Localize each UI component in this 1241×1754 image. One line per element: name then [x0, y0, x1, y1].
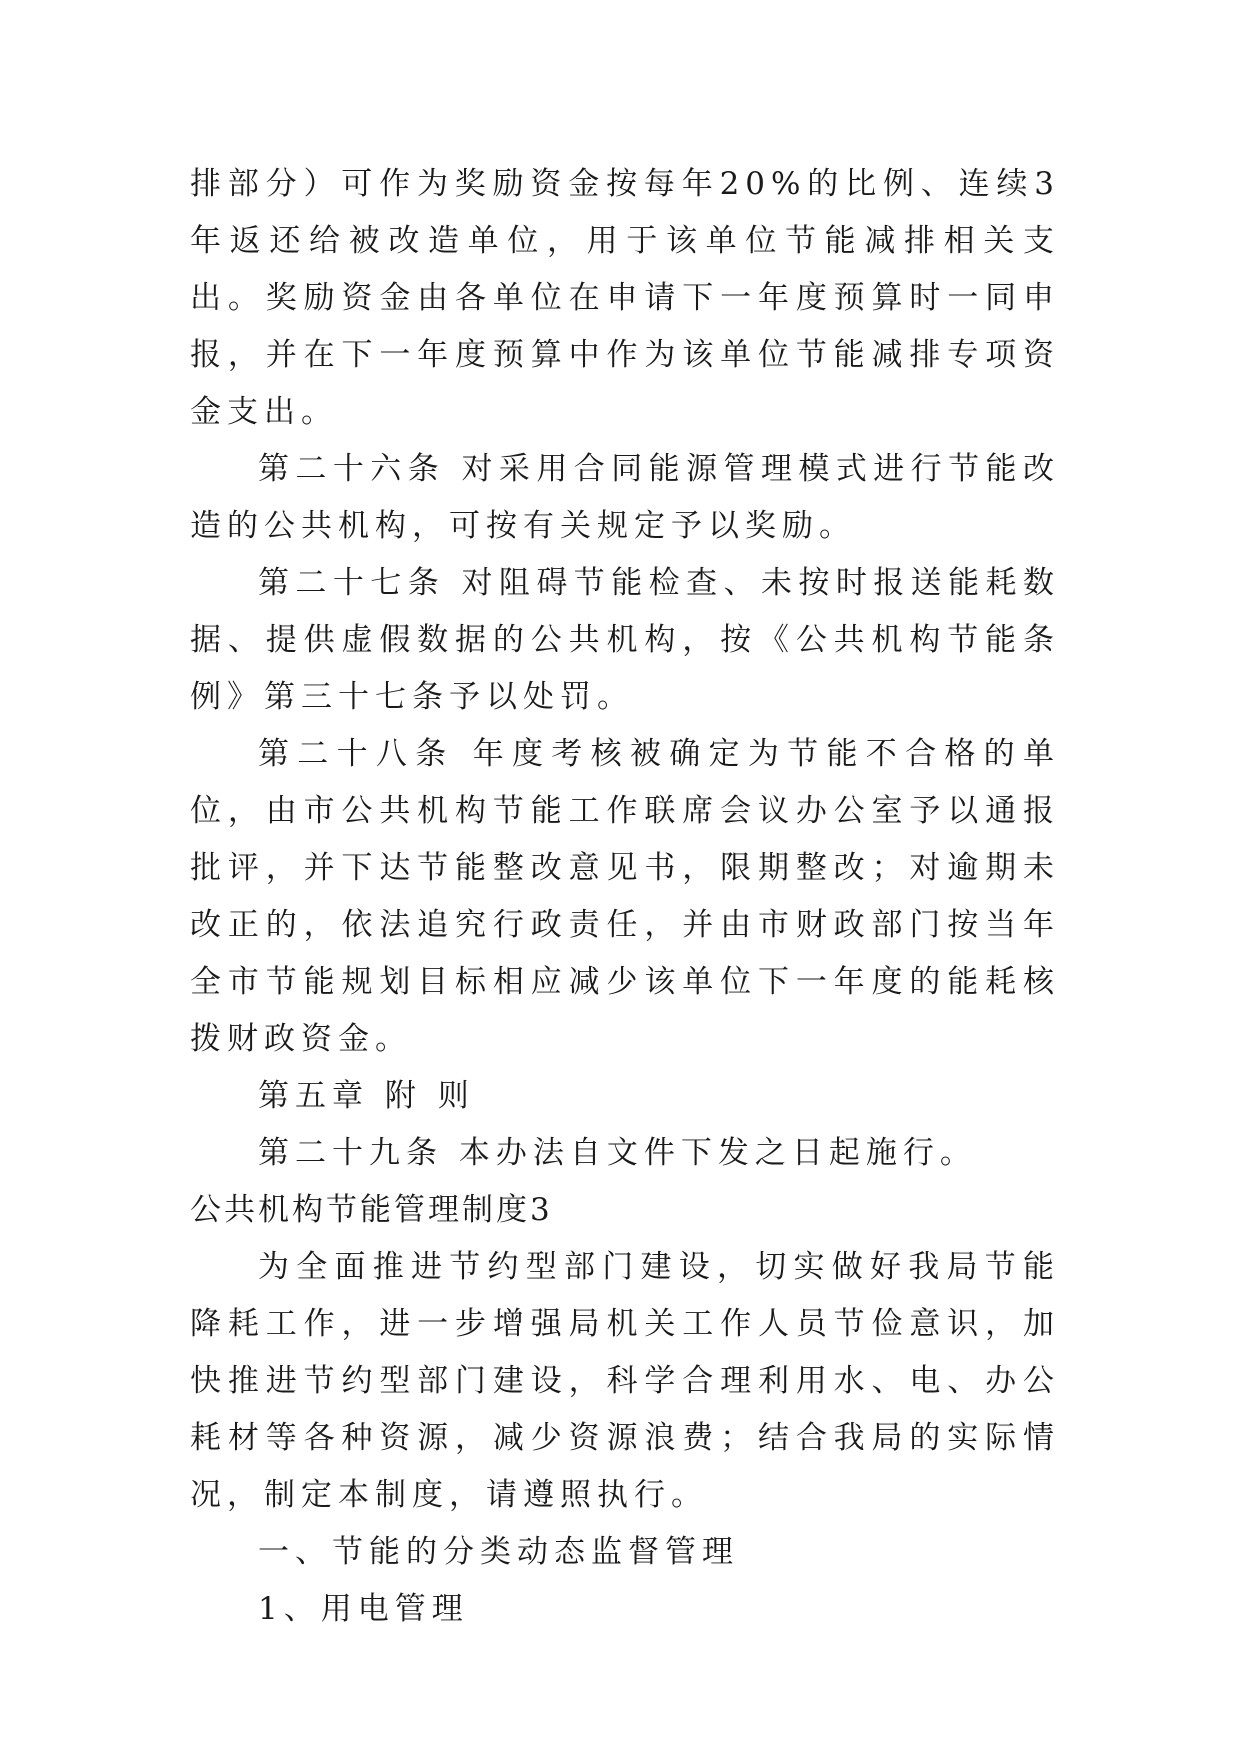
- paragraph-article-27: 第二十七条 对阻碍节能检查、未按时报送能耗数据、提供虚假数据的公共机构，按《公共机构节能条例》第三十七条予以处罚。: [190, 565, 1060, 715]
- subheading-classification: 一、节能的分类动态监督管理: [258, 1534, 739, 1570]
- paragraph-reward-funds: 排部分）可作为奖励资金按每年20%的比例、连续3年返还给被改造单位，用于该单位节能减排相关支出。奖励资金由各单位在申请下一年度预算时一同申报，并在下一年度预算中作为该单位节能减排专项资金支出。: [190, 166, 1060, 430]
- paragraph-intro: 为全面推进节约型部门建设，切实做好我局节能降耗工作，进一步增强局机关工作人员节俭意识，加快推进节约型部门建设，科学合理利用水、电、办公耗材等各种资源，减少资源浪费；结合我局的实际情况，制定本制度，请遵照执行。: [190, 1249, 1060, 1513]
- chapter-5-heading: 第五章 附 则: [258, 1078, 475, 1114]
- document-body: [190, 156, 1060, 1638]
- subheading-electricity: 1、用电管理: [258, 1591, 469, 1627]
- paragraph-article-29: 第二十九条 本办法自文件下发之日起施行。: [258, 1135, 977, 1171]
- paragraph-article-26: 第二十六条 对采用合同能源管理模式进行节能改造的公共机构，可按有关规定予以奖励。: [190, 451, 1060, 544]
- section-title: 公共机构节能管理制度3: [190, 1192, 553, 1228]
- paragraph-article-28: 第二十八条 年度考核被确定为节能不合格的单位，由市公共机构节能工作联席会议办公室予以通报批评，并下达节能整改意见书，限期整改；对逾期未改正的，依法追究行政责任，并由市财政部门按当年全市节能规划目标相应减少该单位下一年度的能耗核拨财政资金。: [190, 736, 1060, 1057]
